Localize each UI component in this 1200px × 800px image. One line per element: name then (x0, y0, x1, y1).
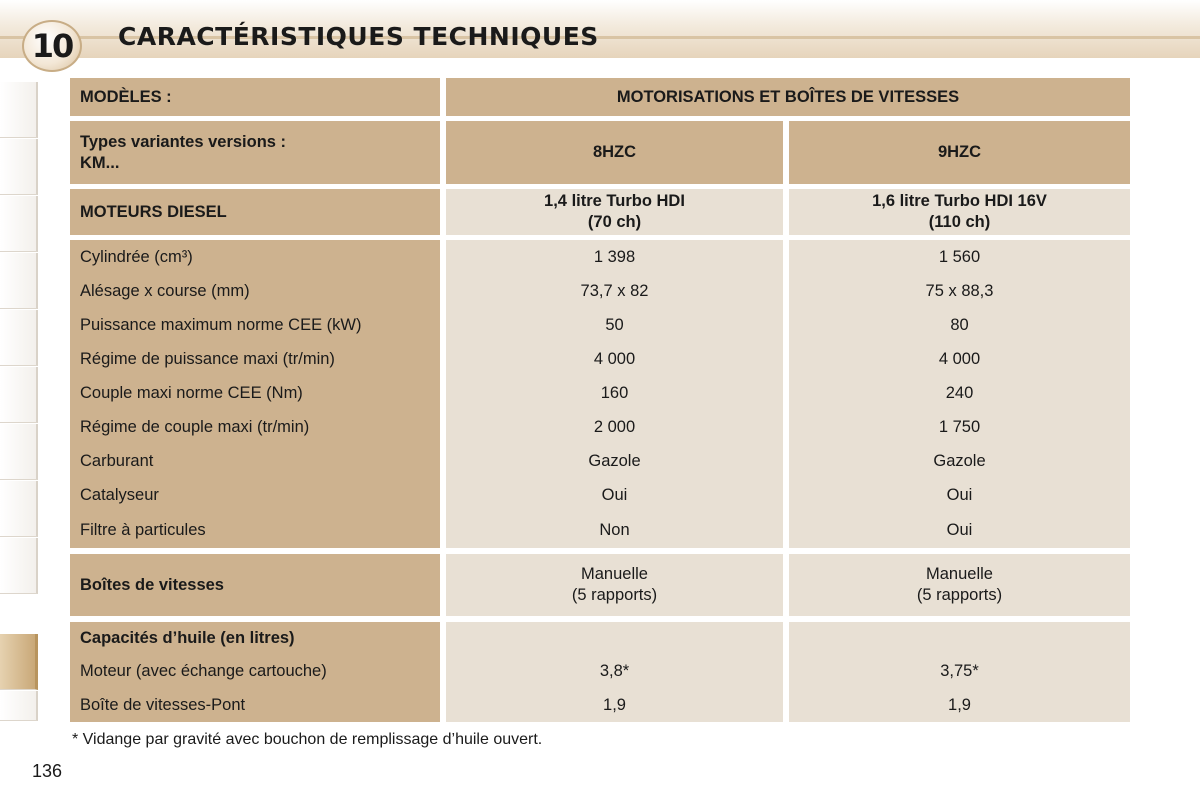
models-row (70, 78, 1130, 116)
chapter-tab-8[interactable] (0, 481, 38, 537)
variants-label-line1: Types variantes versions : (80, 132, 287, 151)
gearbox-row (70, 554, 1130, 616)
oil-value-1: 3,8* (446, 654, 783, 688)
engine-2 (789, 189, 1130, 235)
table-row (70, 688, 1130, 722)
oil-heading-row (70, 622, 1130, 654)
table-row (70, 410, 1130, 444)
spec-label: Couple maxi norme CEE (Nm) (70, 376, 440, 410)
spec-label: Régime de puissance maxi (tr/min) (70, 342, 440, 376)
models-value: MOTORISATIONS ET BOÎTES DE VITESSES (446, 78, 1130, 116)
spec-value-1: 50 (446, 308, 783, 342)
diesel-label: MOTEURS DIESEL (70, 189, 440, 235)
spec-value-2: 75 x 88,3 (789, 274, 1130, 308)
chapter-tab-7[interactable] (0, 424, 38, 480)
spec-value-2: Gazole (789, 444, 1130, 478)
engine-2-line1: 1,6 litre Turbo HDI 16V (872, 192, 1047, 210)
gearbox-1 (446, 554, 783, 616)
oil-empty-1 (446, 622, 783, 654)
variant-1: 8HZC (446, 121, 783, 184)
chapter-tab-1[interactable] (0, 82, 38, 138)
gearbox-label: Boîtes de vitesses (70, 554, 440, 616)
table-row (70, 444, 1130, 478)
chapter-tab-6[interactable] (0, 367, 38, 423)
page-number: 136 (32, 761, 63, 781)
spec-value-2: 1 750 (789, 410, 1130, 444)
chapter-tab-4[interactable] (0, 253, 38, 309)
spec-table (70, 78, 1130, 722)
spec-value-2: 80 (789, 308, 1130, 342)
spec-value-1: 1 398 (446, 240, 783, 274)
spec-label: Carburant (70, 444, 440, 478)
spec-label: Cylindrée (cm³) (70, 240, 440, 274)
gearbox-2 (789, 554, 1130, 616)
oil-row-label: Moteur (avec échange cartouche) (70, 654, 440, 688)
spec-value-2: 4 000 (789, 342, 1130, 376)
oil-block (70, 622, 1130, 722)
models-label: MODÈLES : (70, 78, 440, 116)
engine-1-line1: 1,4 litre Turbo HDI (544, 192, 685, 210)
table-row (70, 376, 1130, 410)
table-row (70, 512, 1130, 548)
oil-value-2: 1,9 (789, 688, 1130, 722)
table-row (70, 654, 1130, 688)
variant-2: 9HZC (789, 121, 1130, 184)
spec-value-2: 1 560 (789, 240, 1130, 274)
oil-value-2: 3,75* (789, 654, 1130, 688)
spec-value-1: 4 000 (446, 342, 783, 376)
engine-1 (446, 189, 783, 235)
spec-label: Alésage x course (mm) (70, 274, 440, 308)
chapter-tab-10-active[interactable] (0, 634, 38, 690)
gearbox-2-line2: (5 rapports) (916, 586, 1003, 604)
variants-label-line2: KM... (80, 153, 120, 172)
engine-1-line2: (70 ch) (587, 213, 642, 231)
chapter-tab-11[interactable] (0, 691, 38, 721)
chapter-tab-5[interactable] (0, 310, 38, 366)
spec-label: Catalyseur (70, 478, 440, 512)
spec-label: Filtre à particules (70, 512, 440, 548)
table-row (70, 274, 1130, 308)
engine-2-line2: (110 ch) (928, 213, 991, 231)
gearbox-2-line1: Manuelle (926, 565, 993, 583)
spec-value-1: Non (446, 512, 783, 548)
spec-value-1: 73,7 x 82 (446, 274, 783, 308)
oil-row-label: Boîte de vitesses-Pont (70, 688, 440, 722)
spec-label: Régime de couple maxi (tr/min) (70, 410, 440, 444)
gearbox-1-line2: (5 rapports) (571, 586, 658, 604)
chapter-tab-3[interactable] (0, 196, 38, 252)
footnote: * Vidange par gravité avec bouchon de remplissage d’huile ouvert. (72, 731, 543, 748)
chapter-tabs (0, 82, 42, 722)
table-row (70, 478, 1130, 512)
spec-value-2: Oui (789, 478, 1130, 512)
gearbox-1-line1: Manuelle (581, 565, 648, 583)
variants-row (70, 121, 1130, 184)
chapter-badge (22, 20, 82, 72)
spec-label: Puissance maximum norme CEE (kW) (70, 308, 440, 342)
chapter-number: 10 (31, 27, 73, 65)
variants-label (70, 121, 440, 184)
oil-value-1: 1,9 (446, 688, 783, 722)
spec-value-1: 2 000 (446, 410, 783, 444)
oil-label: Capacités d’huile (en litres) (70, 622, 440, 654)
chapter-tab-2[interactable] (0, 139, 38, 195)
spec-value-2: Oui (789, 512, 1130, 548)
spec-value-1: 160 (446, 376, 783, 410)
chapter-tab-9[interactable] (0, 538, 38, 594)
oil-empty-2 (789, 622, 1130, 654)
diesel-row (70, 189, 1130, 235)
page-title: CARACTÉRISTIQUES TECHNIQUES (118, 22, 599, 51)
table-row (70, 240, 1130, 274)
table-row (70, 342, 1130, 376)
spec-value-2: 240 (789, 376, 1130, 410)
specs-block (70, 240, 1130, 548)
spec-value-1: Oui (446, 478, 783, 512)
table-row (70, 308, 1130, 342)
spec-value-1: Gazole (446, 444, 783, 478)
